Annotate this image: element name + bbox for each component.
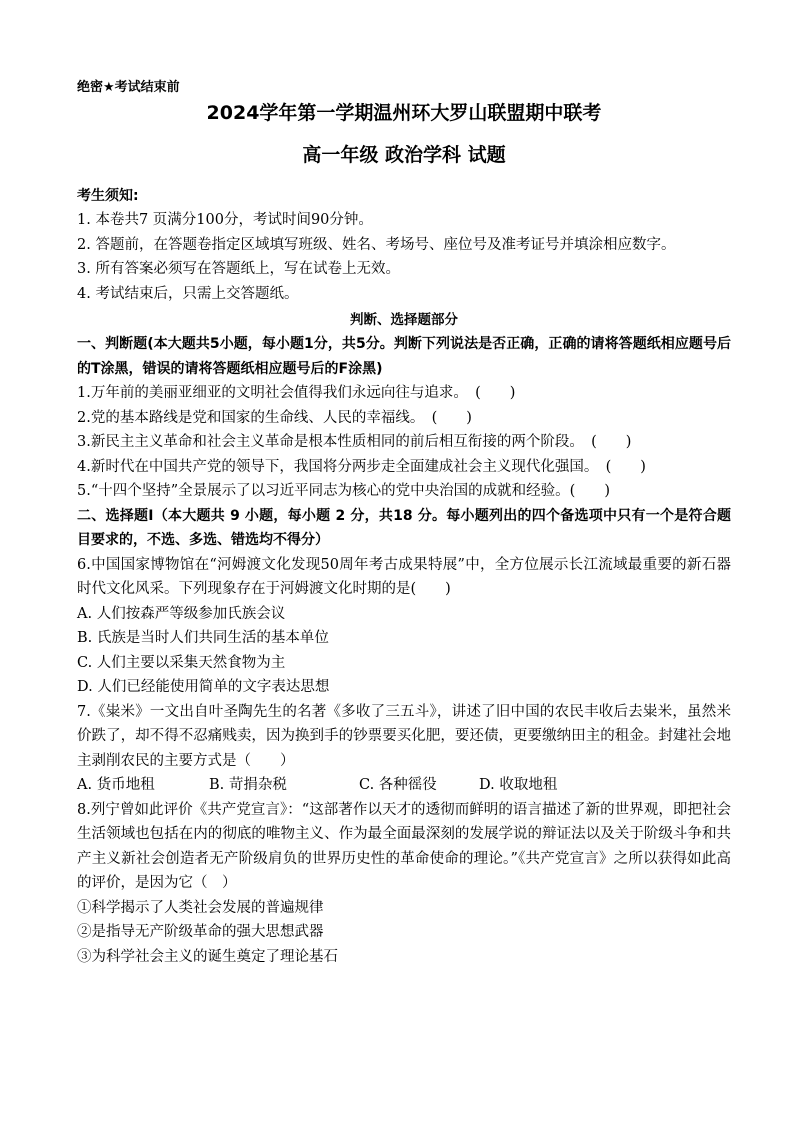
question-stem: 7.《粜米》一文出自叶圣陶先生的名著《多收了三五斗》，讲述了旧中国的农民丰收后去粜米，虽然米价跌了，却不得不忍痛贱卖，因为换到手的钞票要买化肥，要还债，更要缴纳田主的租金。封建社会地主剥削农民的主要方式是（ ） (77, 703, 731, 769)
option-d: D. 人们已经能使用简单的文字表达思想 (77, 679, 330, 695)
confidential-mark: 绝密★考试结束前 (77, 80, 180, 95)
question-item: 2.党的基本路线是党和国家的生命线、人民的幸福线。 ( ) (77, 409, 472, 426)
exam-subtitle: 高一年级 政治学科 试题 (302, 144, 506, 166)
question-8 (77, 798, 731, 970)
option-c: C. 各种徭役 (359, 777, 437, 793)
section-heading: 一、判断题(本大题共5小题，每小题1分，共5分。判断下列说法是否正确，正确的请将答题纸相应题号后的T涂黑，错误的请将答题纸相应题号后的F涂黑) (77, 336, 731, 377)
notice-heading: 考生须知: (77, 188, 139, 204)
question-item: 3.新民主主义革命和社会主义革命是根本性质相同的前后相互衔接的两个阶段。 ( ) (77, 434, 632, 450)
question-6 (77, 553, 731, 700)
statement-1: ①科学揭示了人类社会发展的普遍规律 (77, 899, 324, 916)
section-multiple-choice (77, 504, 731, 970)
options-row (77, 773, 731, 798)
candidate-notice (77, 184, 731, 306)
statement-2: ②是指导无产阶级革命的强大思想武器 (77, 924, 324, 940)
question-stem: 6.中国国家博物馆在“河姆渡文化发现50周年考古成果特展”中，全方位展示长江流域最重要的新石器时代文化风采。下列现象存在于河姆渡文化时期的是( ) (77, 556, 731, 597)
option-d: D. 收取地租 (479, 777, 558, 793)
section-heading: 二、选择题Ⅰ（本大题共 9 小题，每小题 2 分，共18 分。每小题列出的四个备选项中只有一个是符合题目要求的，不选、多选、错选均不得分） (77, 507, 731, 548)
option-c: C. 人们主要以采集天然食物为主 (77, 654, 286, 671)
notice-item: 4. 考试结束后，只需上交答题纸。 (77, 285, 299, 302)
option-a: A. 人们按森严等级参加氏族会议 (77, 605, 286, 622)
notice-item: 3. 所有答案必须写在答题纸上，写在试卷上无效。 (77, 261, 400, 277)
question-stem: 8.列宁曾如此评价《共产党宣言》：“这部著作以天才的透彻而鲜明的语言描述了新的世界观，即把社会生活领域也包括在内的彻底的唯物主义、作为最全面最深刻的发展学说的辩证法以及关于阶级斗争和共产主义新社会创造者无产阶级肩负的世界历史性的革命使命的理论。”《共产党宣言》之所以获得如此高的评价，是因为它（ ） (77, 801, 731, 891)
exam-title: 2024学年第一学期温州环大罗山联盟期中联考 (206, 102, 602, 124)
statement-3: ③为科学社会主义的诞生奠定了理论基石 (77, 948, 338, 965)
section-true-false (77, 332, 731, 504)
option-a: A. 货币地租 (77, 777, 155, 793)
notice-item: 2. 答题前，在答题卷指定区域填写班级、姓名、考场号、座位号及准考证号并填涂相应数字。 (77, 236, 676, 253)
question-7 (77, 700, 731, 798)
question-item: 4.新时代在中国共产党的领导下，我国将分两步走全面建成社会主义现代化强国。 ( ) (77, 458, 646, 475)
part-title: 判断、选择题部分 (350, 312, 458, 328)
question-item: 5.“十四个坚持”全景展示了以习近平同志为核心的党中央治国的成就和经验。( ) (77, 483, 610, 499)
option-b: B. 氏族是当时人们共同生活的基本单位 (77, 630, 329, 646)
option-b: B. 苛捐杂税 (209, 777, 287, 793)
question-item: 1.万年前的美丽亚细亚的文明社会值得我们永远向往与追求。 ( ) (77, 385, 516, 401)
notice-item: 1. 本卷共7 页满分100分，考试时间90分钟。 (77, 212, 373, 228)
